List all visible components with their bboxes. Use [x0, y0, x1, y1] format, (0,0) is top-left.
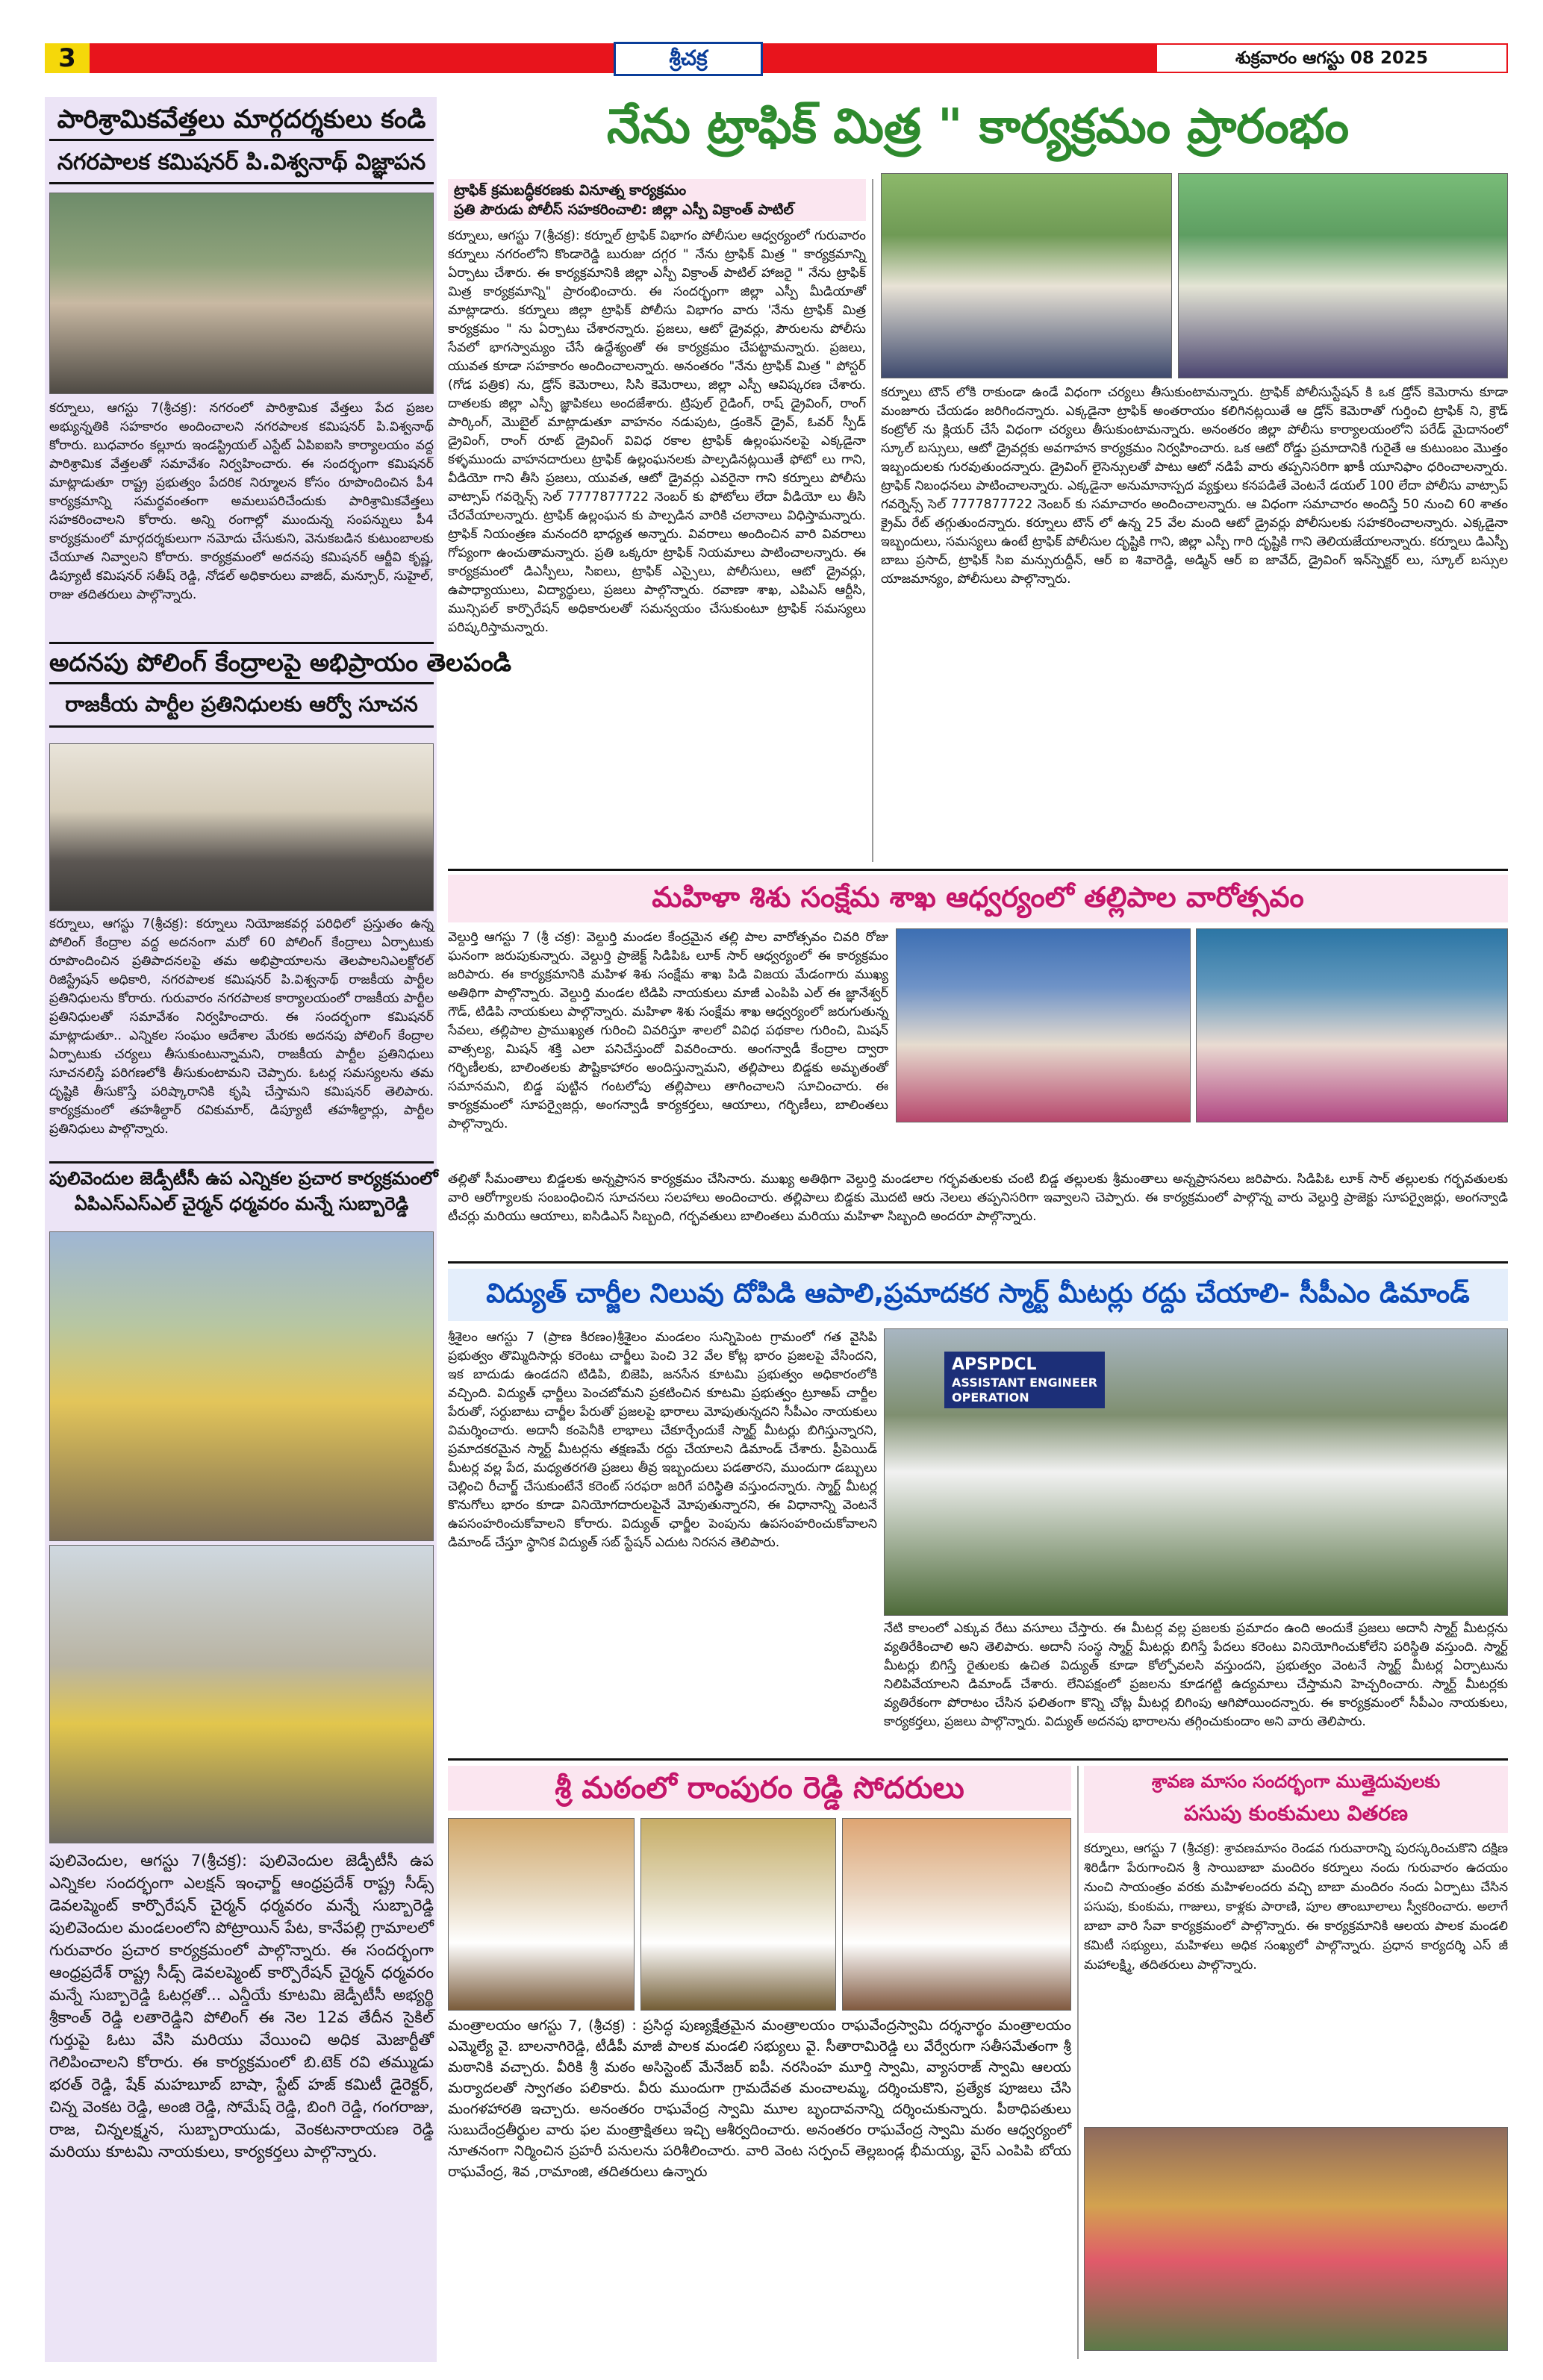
industrial-headline-text: పారిశ్రామికవేత్తలు మార్గదర్శకులు కండి — [57, 104, 426, 134]
matham-photo-1 — [448, 1818, 635, 2011]
traffic-deck-line2: ప్రతి పౌరుడు పోలీస్ సహకరించాలి: జిల్లా ఎస్పీ విక్రాంత్ పాటిల్ — [454, 202, 794, 218]
divider — [49, 642, 434, 644]
divider — [448, 1261, 1508, 1264]
mahila-event-photo-2 — [1196, 928, 1508, 1122]
matham-body-text: మంత్రాలయం ఆగస్టు 7, (శ్రీచక్ర) : ప్రసిద్ధ పుణ్యక్షేత్రమైన మంత్రాలయం రాఘవేంద్రస్వామి దర్శనార్థం మంత్రాలయం ఎమ్మెల్యే వై. బాలనాగిరెడ్డి, టీడీపీ మాజీ పాలక మండలి సభ్యులు వై. సీతారామిరెడ్డి లు వేర్వేరుగా సతీసమేతంగా శ్రీ మఠానికి వచ్చారు. వీరికి శ్రీ మఠం అసిస్టెంట్ మేనేజర్ ఐపీ. నరసింహ మూర్తి స్వామి, వ్యాసరాజ్ స్వామి ఆలయ మర్యాదలతో స్వాగతం పలికారు. వీరు ముందుగా గ్రామదేవత మంచాలమ్మ, దర్శించుకొని, ప్రత్యేక పూజలు చేసి మంగళహారతి ఇచ్చారు. అనంతరం రాఘవేంద్ర స్వామి మూల బృందావనాన్ని దర్శించుకున్నారు. పీఠాధిపతులు సుబుదేంద్రతీర్థుల వారు ఫల మంత్రాక్షితలు ఇచ్చి ఆశీర్వదించారు. అనంతరం రాఘవేంద్ర స్వామి మఠం ఆధ్వర్యంలో నూతనంగా నిర్మించిన ప్రహరీ పనులను పరిశీలించారు. వారి వెంట సర్పంచ్ తెల్లబండ్ల భీమయ్య, వైస్ ఎంపిపి బోయ రాఘవేంద్ర, శివ ,రామాంజి, తదితరులు ఉన్నారు — [448, 2017, 1072, 2180]
sravana-temple-photo — [1084, 2127, 1508, 2351]
sravana-headline-line2: పసుపు కుంకుమలు వితరణ — [1183, 1801, 1409, 1825]
industrial-subhead-text: నగరపాలక కమిషనర్ పి.విశ్వనాథ్ విజ్ఞాపన — [57, 149, 426, 175]
polling-subhead-text: రాజకీయ పార్టీల ప్రతినిధులకు ఆర్వో సూచన — [65, 692, 418, 716]
traffic-body-col2 — [881, 384, 1508, 861]
divider — [49, 682, 434, 684]
page-number: 3 — [45, 43, 90, 73]
matham-body — [448, 2015, 1071, 2358]
column-divider — [872, 179, 873, 862]
pulivendula-body-text: పులివెందుల, ఆగస్టు 7(శ్రీచక్ర): పులివెందుల జెడ్పీటీసీ ఉప ఎన్నికల సందర్భంగా ఎలక్షన్ ఇంఛార్జ్ ఆంధ్రప్రదేశ్ రాష్ట్ర సీడ్స్ డెవలప్మెంట్ కార్పొరేషన్ చైర్మన్ ధర్మవరం మన్నే సుబ్బారెడ్డి పులివెందుల మండలంలోని పోట్రాయిన్ పేట, కానేపల్లి గ్రామాలలో గురువారం ప్రచార కార్యక్రమంలో పాల్గొన్నారు. ఈ సందర్భంగా ఆంధ్రప్రదేశ్ రాష్ట్ర సీడ్స్ డెవలప్మెంట్ కార్పొరేషన్ చైర్మన్ ధర్మవరం మన్నే సుబ్బారెడ్డి ఓటర్లతో... ఎన్డీయే కూటమి జెడ్పీటీసీ అభ్యర్థి శ్రీకాంత్ రెడ్డి లతారెడ్డిని పోలింగ్ ఈ నెల 12వ తేదీన సైకిల్ గుర్తుపై ఓటు వేసి మరియు వేయించి అధిక మెజార్టీతో గెలిపించాలని కోరారు. ఈ కార్యక్రమంలో బి.టెక్ రవి తమ్ముడు భరత్ రెడ్డి, షేక్ మహబూబ్ బాషా, స్టేట్ హజ్ కమిటీ డైరెక్టర్, చిన్న వెంకట రెడ్డి, అంజి రెడ్డి, సోమేష్ రెడ్డి, బింగి రెడ్డి, గంగరాజు, రాజ, చిన్నలక్ష్మన, సుబ్బారాయుడు, వెంకటనారాయణ రెడ్డి మరియు కూటమి నాయకులు, కార్యకర్తలు పాల్గొన్నారు. — [49, 1852, 434, 2161]
traffic-body-col2-text: కర్నూలు టౌన్ లోకి రాకుండా ఉండే విధంగా చర్యలు తీసుకుంటామన్నారు. ట్రాఫిక్ పోలీసుస్టేషన్ కి ఒక డ్రోన్ కెమెరాను కూడా మంజూరు చేయడం జరిగిందన్నారు. ఎక్కడైనా ట్రాఫిక్ అంతరాయం కలిగినట్లయితే ఆ డ్రోన్ కెమెరాతో గుర్తించి ట్రాఫిక్ ని, క్రౌడ్ కంట్రోల్ ను క్లియర్ చేసే విధంగా చర్యలు తీసుకుంటామన్నారు. అనంతరం జిల్లా పోలీసు కార్యాలయంలోని పరేడ్ మైదానంలో స్కూల్ బస్సులు, ఆటో డ్రైవర్లకు అవగాహన కార్యక్రమం నిర్వహించారు. ఒక ఆటో రోడ్డు ప్రమాదానికి గురైతే ఆ కుటుంబం మొత్తం ఇబ్బందులకు గురవుతుందన్నారు. డ్రైవింగ్ లైసెన్సులతో పాటు ఆటో నడిపే వారు తప్పనిసరిగా ఖాకీ యూనిఫాం ధరించాలన్నారు. ట్రాఫిక్ నిబంధనలు పాటించాలన్నారు. ఎక్కడైనా అనుమానాస్పద వ్యక్తులు కనపడితే వెంటనే డయల్ 100 లేదా పోలీసు వాట్సాప్ గవర్నెన్స్ సెల్ 7777877722 నెంబర్ కు సమాచారం అందించాలన్నారు. ఆ విధంగా సమాచారం అందిస్తే 50 నుంచి 60 శాతం క్రైమ్ రేట్ తగ్గుతుందన్నారు. కర్నూలు టౌన్ లో ఉన్న 25 వేల మంది ఆటో డ్రైవర్లు పోలీసులకు సహకరించాలన్నారు. ఎక్కడైనా ఇబ్బందులు, సమస్యలు ఉంటే ట్రాఫిక్ పోలీసుల దృష్టికి గాని, జిల్లా ఎస్పీ గారి దృష్టికి గాని తెలియజేయాలన్నారు. కర్నూలు డిఎస్పీ బాబు ప్రసాద్, ట్రాఫిక్ సిఐ మన్సురుద్దీన్, ఆర్ ఐ శివారెడ్డి, అడ్మిన్ ఆర్ ఐ జావేద్, డ్రైవింగ్ ఇన్‌స్పెక్టర్ లు, స్కూల్ బస్సుల యాజమాన్యం, పోలీసులు పాల్గొన్నారు. — [881, 385, 1508, 587]
traffic-body-col1 — [448, 227, 866, 860]
pulivendula-body — [49, 1849, 434, 2357]
cpm-headline — [448, 1269, 1508, 1321]
divider — [49, 182, 434, 184]
traffic-headline-text: నేను ట్రాఫిక్ మిత్ర " కార్యక్రమం ప్రారంభం — [606, 99, 1350, 154]
divider — [49, 139, 434, 141]
industrial-meeting-photo — [49, 193, 434, 394]
mahila-body-col2 — [448, 1170, 1508, 1260]
signboard-line3: OPERATION — [952, 1390, 1029, 1405]
apspdcl-signboard — [944, 1352, 1105, 1408]
cpm-headline-text: విద్యుత్ చార్జీల నిలువు దోపిడి ఆపాలి,ప్రమాదకర స్మార్ట్ మీటర్లు రద్దు చేయాలి- సీపీఎం డిమాండ్ — [486, 1278, 1470, 1309]
pulivendula-campaign-photo-2 — [49, 1545, 434, 1843]
matham-photo-3 — [842, 1818, 1071, 2011]
traffic-headline — [448, 97, 1508, 157]
traffic-deck — [448, 179, 866, 221]
sravana-body-text: కర్నూలు, ఆగస్టు 7 (శ్రీచక్ర): శ్రావణమాసం రెండవ గురువారాన్ని పురస్కరించుకొని దక్షిణ శిరిడీగా పేరుగాంచిన శ్రీ సాయిబాబా మందిరం కర్నూలు నందు గురువారం ఉదయం నుంచి సాయంత్రం వరకు మహిళలందరు వచ్చి బాబా మందిరం నందు ఏర్పాటు చేసిన పసుపు, కుంకుమ, గాజులు, కాళ్లకు పారాణి, పూల తాంబూలాలు స్వీకరించారు. అలాగే బాబా వారి సేవా కార్యక్రమంలో పాల్గొన్నారు. ఈ కార్యక్రమానికి ఆలయ పాలక మండలి కమిటీ సభ్యులు, మహిళలు అధిక సంఖ్యలో పాల్గొన్నారు. ప్రధాన కార్యదర్శి ఎస్ జీ మహాలక్ష్మి, తదితరులు పాల్గొన్నారు. — [1084, 1841, 1508, 1973]
mahila-event-photo-1 — [896, 928, 1191, 1122]
divider — [49, 1161, 434, 1164]
mahila-headline-text: మహిళా శిశు సంక్షేమ శాఖ ఆధ్వర్యంలో తల్లిపాల వారోత్సవం — [652, 881, 1304, 913]
polling-body — [49, 915, 434, 1139]
cpm-body-col2 — [884, 1620, 1508, 1754]
polling-subhead — [49, 688, 434, 721]
traffic-launch-photo-2 — [1178, 173, 1508, 378]
divider — [448, 869, 1508, 871]
apspdcl-office-photo — [884, 1328, 1508, 1616]
pulivendula-campaign-photo-1 — [49, 1231, 434, 1541]
mahila-body-col1 — [448, 928, 888, 1167]
issue-date: శుక్రవారం ఆగస్టు 08 2025 — [1156, 43, 1508, 73]
industrial-body-text: కర్నూలు, ఆగస్టు 7(శ్రీచక్ర): నగరంలో పారిశ్రామిక వేత్తలు పేద ప్రజల అభ్యున్నతికి సహకారం అందించాలని నగరపాలక కమిషనర్ పి.విశ్వనాథ్ కోరారు. బుధవారం కల్లూరు ఇండస్ట్రియల్ ఎస్టేట్ ఏపిఐఐసి కార్యాలయం వద్ద పారిశ్రామిక వేత్తలతో సమావేశం నిర్వహించారు. ఈ సందర్భంగా కమిషనర్ మాట్లాడుతూ రాష్ట్ర ప్రభుత్వం పేదరిక నిర్మూలన కోసం రూపొందించిన పీ4 కార్యక్రమాన్ని సమర్థవంతంగా అమలుపరిచేందుకు పారిశ్రామికవేత్తలు సహకరించాలని కోరారు. అన్ని రంగాల్లో ముందున్న సంపన్నులు పీ4 కార్యక్రమంలో మార్గదర్శకులుగా నమోదు చేసుకుని, వెనుకబడిన కుటుంబాలకు చేయూత నివ్వాలని కోరారు. కార్యక్రమంలో అదనపు కమిషనర్ ఆర్జీవి కృష్ణ, డిప్యూటీ కమిషనర్ సతీష్ రెడ్డి, నోడల్ అధికారులు వాజిద్, మన్సూర్, సుహైల్, రాజు తదితరులు పాల్గొన్నారు. — [49, 401, 434, 602]
industrial-headline — [49, 103, 434, 136]
mahila-headline — [448, 875, 1508, 922]
pulivendula-headline-line1: పులివెందుల జెడ్పీటీసీ ఉప ఎన్నికల ప్రచార కార్యక్రమంలో — [49, 1168, 438, 1189]
polling-body-text: కర్నూలు, ఆగస్టు 7(శ్రీచక్ర): కర్నూలు నియోజకవర్గ పరిధిలో ప్రస్తుతం ఉన్న పోలింగ్ కేంద్రాల వద్ద అదనంగా మరో 60 పోలింగ్ కేంద్రాలు ఏర్పాటుకు రూపొందించిన ప్రతిపాదనలపై తమ అభిప్రాయాలను తెలపాలనిఎలక్టోరల్ రిజిస్ట్రేషన్ అధికారి, నగరపాలక కమిషనర్ పి.విశ్వనాథ్ రాజకీయ పార్టీల ప్రతినిధులను కోరారు. గురువారం నగరపాలక కార్యాలయంలో రాజకీయ పార్టీల ప్రతినిధులతో సమావేశం నిర్వహించారు. ఈ సందర్భంగా కమిషనర్ మాట్లాడుతూ.. ఎన్నికల సంఘం ఆదేశాల మేరకు అదనపు పోలింగ్ కేంద్రాల ఏర్పాటుకు చర్యలు తీసుకుంటున్నామని, రాజకీయ పార్టీల ప్రతినిధులు సూచనలిస్తే పరిగణలోకి తీసుకుంటామని చెప్పారు. ఓటర్ల సమస్యలను తమ దృష్టికి తీసుకొస్తే పరిష్కారానికి కృషి చేస్తామని కమిషనర్ తెలిపారు. కార్యక్రమంలో తహశీల్దార్ రవికుమార్, డిప్యూటీ తహశీల్దార్లు, పార్టీల ప్రతినిధులు పాల్గొన్నారు. — [49, 916, 434, 1137]
pulivendula-headline — [49, 1166, 438, 1216]
column-divider — [1077, 1766, 1079, 2359]
matham-headline-text: శ్రీ మఠంలో రాంపురం రెడ్డి సోదరులు — [555, 1771, 964, 1805]
signboard-line2: ASSISTANT ENGINEER — [952, 1375, 1098, 1390]
divider — [49, 725, 434, 728]
traffic-body-col1-text: కర్నూలు, ఆగస్టు 7(శ్రీచక్ర): కర్నూల్ ట్రాఫిక్ విభాగం పోలీసుల ఆధ్వర్యంలో గురువారం కర్నూలు నగరంలోని కొండారెడ్డి బురుజు దగ్గర " నేను ట్రాఫిక్ మిత్ర " కార్యక్రమాన్ని ఏర్పాటు చేశారు. ఈ కార్యక్రమానికి జిల్లా ఎస్పీ విక్రాంత్ పాటిల్ హాజరై " నేను ట్రాఫిక్ మిత్ర కార్యక్రమాన్ని" ప్రారంభించారు. ఈ సందర్భంగా జిల్లా ఎస్పీ మీడియాతో మాట్లాడారు. కర్నూలు జిల్లా ట్రాఫిక్ పోలీసు విభాగం వారు 'నేను ట్రాఫిక్ మిత్ర కార్యక్రమం " ను ఏర్పాటు చేశారన్నారు. ప్రజలు, ఆటో డ్రైవర్లు, పౌరులను పోలీసు సేవలో భాగస్వామ్యం చేసే ఉద్దేశ్యంతో ఈ కార్యక్రమం చేపట్టామన్నారు. ప్రజలు, యువత కూడా సహకారం అందించాలన్నారు. అనంతరం "నేను ట్రాఫిక్ మిత్ర " పోస్టర్ (గోడ పత్రిక) ను, డ్రోన్ కెమెరాలు, సిసి కెమెరాలు, జిల్లా ఎస్పీ ఆవిష్కరణ చేశారు. దాతలకు జిల్లా ఎస్పీ జ్ఞాపికలు అందజేశారు. ట్రిపుల్ రైడింగ్, రాష్ డ్రైవింగ్, రాంగ్ పార్కింగ్, మొబైల్ మాట్లాడుతూ వాహనం నడుపుట, డ్రంకెన్ డ్రైవ్, ఓవర్ స్పీడ్ డ్రైవింగ్, రాంగ్ రూట్ డ్రైవింగ్ వివిధ రకాల ట్రాఫిక్ ఉల్లంఘనలపై ఎక్కడైనా కళ్ళముందు వాహనదారులు ట్రాఫిక్ ఉల్లంఘనలకు పాల్పడినట్లయితే ఫోటో లు గాని, వీడియో గాని తీసి ప్రజలు, యువత, ఆటో డ్రైవర్లు ఎవరైనా గాని కర్నూలు పోలీసు వాట్సాప్ గవర్నెన్స్ సెల్ 7777877722 నెంబర్ కు ఫోటోలు లేదా వీడియో లు తీసి చేరవేయాలన్నారు. ట్రాఫిక్ ఉల్లంఘన కు పాల్పడిన వారికి చలానాలు విధిస్తామన్నారు. ట్రాఫిక్ నియంత్రణ మనందరి భాధ్యత అన్నారు. వివరాలు అందించిన వారి వివరాలు గోప్యంగా ఉంచుతామన్నారు. ప్రతి ఒక్కరూ ట్రాఫిక్ నియమాలు పాటించాలన్నారు. ఈ కార్యక్రమంలో డిఎస్పీలు, సిఐలు, ట్రాఫిక్ ఎస్సైలు, పోలీసులు, ఆటో డ్రైవర్లు, ఉపాధ్యాయులు, విద్యార్థులు, ప్రజలు పాల్గొన్నారు. రవాణా శాఖ, ఎపిఎస్ ఆర్టీసి, మున్సిపల్ కార్పొరేషన్ అధికారులతో సమన్వయం చేసుకుంటూ ట్రాఫిక్ సమస్యలు పరిష్కరిస్తామన్నారు. — [448, 228, 866, 635]
traffic-deck-line1: ట్రాఫిక్ క్రమబద్ధీకరణకు వినూత్న కార్యక్రమం — [454, 182, 687, 199]
cpm-body-col1-text: శ్రీశైలం ఆగస్టు 7 (ప్రాణ కిరణం)శ్రీశైలం మండలం సున్నిపెంట గ్రామంలో గత వైసిపి ప్రభుత్వం తొమ్మిదిసార్లు కరెంటు చార్జీలు పెంచి 32 వేల కోట్ల భారం ప్రజలపై వేసిందని, ఇక బాదుడు ఉండదని టిడిపి, బిజెపి, జనసేన కూటమి ప్రభుత్వం అధికారంలోకి వచ్చింది. విద్యుత్ ఛార్జీలు పెంచబోమని ప్రకటించిన కూటమి ప్రభుత్వం ట్రూఅప్ చార్జీల పేరుతో, సర్దుబాటు చార్జీల పేరుతో ప్రజలపై భారాలు మోపుతున్నదని సీపీఎం నాయకులు విమర్శించారు. అదానీ కంపెనీకి లాభాలు చేకూర్చేందుకే స్మార్ట్ మీటర్లు బిగిస్తున్నారని, ప్రమాదకరమైన స్మార్ట్ మీటర్లను తక్షణమే రద్దు చేయాలని డిమాండ్ చేశారు. ప్రీపెయిడ్ మీటర్ల వల్ల పేద, మధ్యతరగతి ప్రజలు తీవ్ర ఇబ్బందులు పడతారని, ముందుగా డబ్బులు చెల్లించి రీచార్జ్ చేసుకుంటేనే కరెంట్ సరఫరా జరిగే పరిస్థితి వస్తుందన్నారు. స్మార్ట్ మీటర్ల కొనుగోలు భారం కూడా వినియోగదారులపైనే మోపుతున్నారని, ఈ విధానాన్ని వెంటనే ఉపసంహరించుకోవాలని కోరారు. విద్యుత్ ఛార్జీల పెంపును ఉపసంహరించుకోవాలని డిమాండ్ చేస్తూ స్థానిక విద్యుత్ సబ్ స్టేషన్ ఎదుట నిరసన తెలిపారు. — [448, 1330, 877, 1550]
polling-headline — [49, 646, 512, 679]
sravana-body — [1084, 1839, 1508, 2123]
cpm-body-col1 — [448, 1328, 877, 1752]
polling-headline-text: అదనపు పోలింగ్ కేంద్రాలపై అభిప్రాయం తెలపండి — [49, 648, 512, 677]
matham-headline — [448, 1766, 1071, 1811]
signboard-line1: APSPDCL — [952, 1355, 1037, 1374]
newspaper-logo: శ్రీచక్ర — [614, 42, 763, 76]
sravana-headline-line1: శ్రావణ మాసం సందర్భంగా ముత్తైదువులకు — [1151, 1771, 1441, 1792]
industrial-subhead — [49, 146, 434, 179]
pulivendula-headline-line2: ఏపిఎస్ఎస్ఎల్ చైర్మన్ ధర్మవరం మన్నే సుబ్బారెడ్డి — [74, 1193, 409, 1214]
divider — [448, 1758, 1508, 1761]
polling-meeting-photo — [49, 743, 434, 911]
traffic-launch-photo-1 — [881, 173, 1172, 378]
sravana-headline — [1084, 1766, 1508, 1833]
mahila-body-col1-text: వెల్దుర్తి ఆగస్టు 7 (శ్రీ చక్ర): వెల్దుర్తి మండల కేంద్రమైన తల్లి పాల వారోత్సవం చివరి రోజు ఘనంగా జరుపుకున్నారు. వెల్దుర్తి ప్రాజెక్ట్ సిడిపిఓ లూక్ సార్ ఆధ్వర్యంలో ఈ కార్యక్రమం జరిపారు. ఈ కార్యక్రమానికి మహిళ శిశు సంక్షేమ శాఖ పిడి విజయ మేడంగారు ముఖ్య అతిథిగా పాల్గొన్నారు. వెల్దుర్తి మండల టిడిపి నాయకులు మాజీ ఎంపిపి ఎల్ ఈ జ్ఞానేశ్వర్ గౌడ్, టిడిపి నాయకులు పాల్గొన్నారు. మహిళా శిశు సంక్షేమ శాఖ ఆధ్వర్యంలో జరుగుతున్న సేవలు, తల్లిపాల ప్రాముఖ్యత గురించి వివరిస్తూ శాలలో వివిధ పథకాల గురించి, మిషన్ వాత్సల్య, మిషన్ శక్తి ఎలా పనిచేస్తుందో వివరించారు. అంగన్వాడీ కేంద్రాల ద్వారా గర్భిణీలకు, బాలింతలకు పౌష్టికాహారం అందిస్తున్నామని, తల్లిపాలు బిడ్డకు అమృతంతో సమానమని, బిడ్డ పుట్టిన గంటలోపు తల్లిపాలు తాగించాలని సూచించారు. ఈ కార్యక్రమంలో సూపర్వైజర్లు, అంగన్వాడీ కార్యకర్తలు, ఆయాలు, గర్భిణీలు, బాలింతలు పాల్గొన్నారు. — [448, 930, 888, 1131]
mahila-body-col2-text: తల్లితో సీమంతాలు బిడ్డలకు అన్నప్రాసన కార్యక్రమం చేసినారు. ముఖ్య అతిథిగా వెల్దుర్తి మండలాల గర్భవతులకు చంటి బిడ్డ తల్లులకు శ్రీమంతాలు అన్నప్రాసనలు జరిపారు. సిడిపిఓ లూక్ సార్ తల్లులకు గర్భవతులకు వారి ఆరోగ్యాలకు సంబంధించిన సూచనలు సలహాలు అందించారు. తల్లిపాలు బిడ్డకు మొదటి ఆరు నెలలు తప్పనిసరిగా ఇవ్వాలని చెప్పారు. ఈ కార్యక్రమంలో పాల్గొన్న వారు వెల్దుర్తి ప్రాజెక్టు సూపర్వైజర్లు, అంగన్వాడి టీచర్లు మరియు ఆయాలు, ఐసిడిఎస్ సిబ్బంది, గర్భవతులు బాలింతలు మరియు మహిళా సిబ్బంది అందరూ పాల్గొన్నారు. — [448, 1172, 1508, 1224]
cpm-body-col2-text: నేటి కాలంలో ఎక్కువ రేటు వసూలు చేస్తారు. ఈ మీటర్ల వల్ల ప్రజలకు ప్రమాదం ఉంది అందుకే ప్రజలు అదానీ స్మార్ట్ మీటర్లను వ్యతిరేకించాలి అని తెలిపారు. అదానీ సంస్థ స్మార్ట్ మీటర్లు బిగిస్తే పేదలు కరెంటు వినియోగించుకోలేని పరిస్థితి వస్తుంది. స్మార్ట్ మీటర్లు బిగిస్తే రైతులకు ఉచిత విద్యుత్ కూడా కోల్పోవలసి వస్తుందని, ప్రభుత్వం వెంటనే స్మార్ట్ మీటర్ల ఏర్పాటును నిలిపివేయాలని డిమాండ్ చేశారు. లేనిపక్షంలో ప్రజలను కూడగట్టి ఉద్యమాలు చేస్తామని హెచ్చరించారు. స్మార్ట్ మీటర్లకు వ్యతిరేకంగా పోరాటం చేసిన ఫలితంగా కొన్ని చోట్ల మీటర్ల బిగింపు ఆగిపోయిందన్నారు. ఈ కార్యక్రమంలో సీపీఎం నాయకులు, కార్యకర్తలు, ప్రజలు పాల్గొన్నారు. విద్యుత్ అదనపు భారాలను తగ్గించుకుందాం అని వారు తెలిపారు. — [884, 1621, 1508, 1729]
matham-photo-2 — [640, 1818, 836, 2011]
